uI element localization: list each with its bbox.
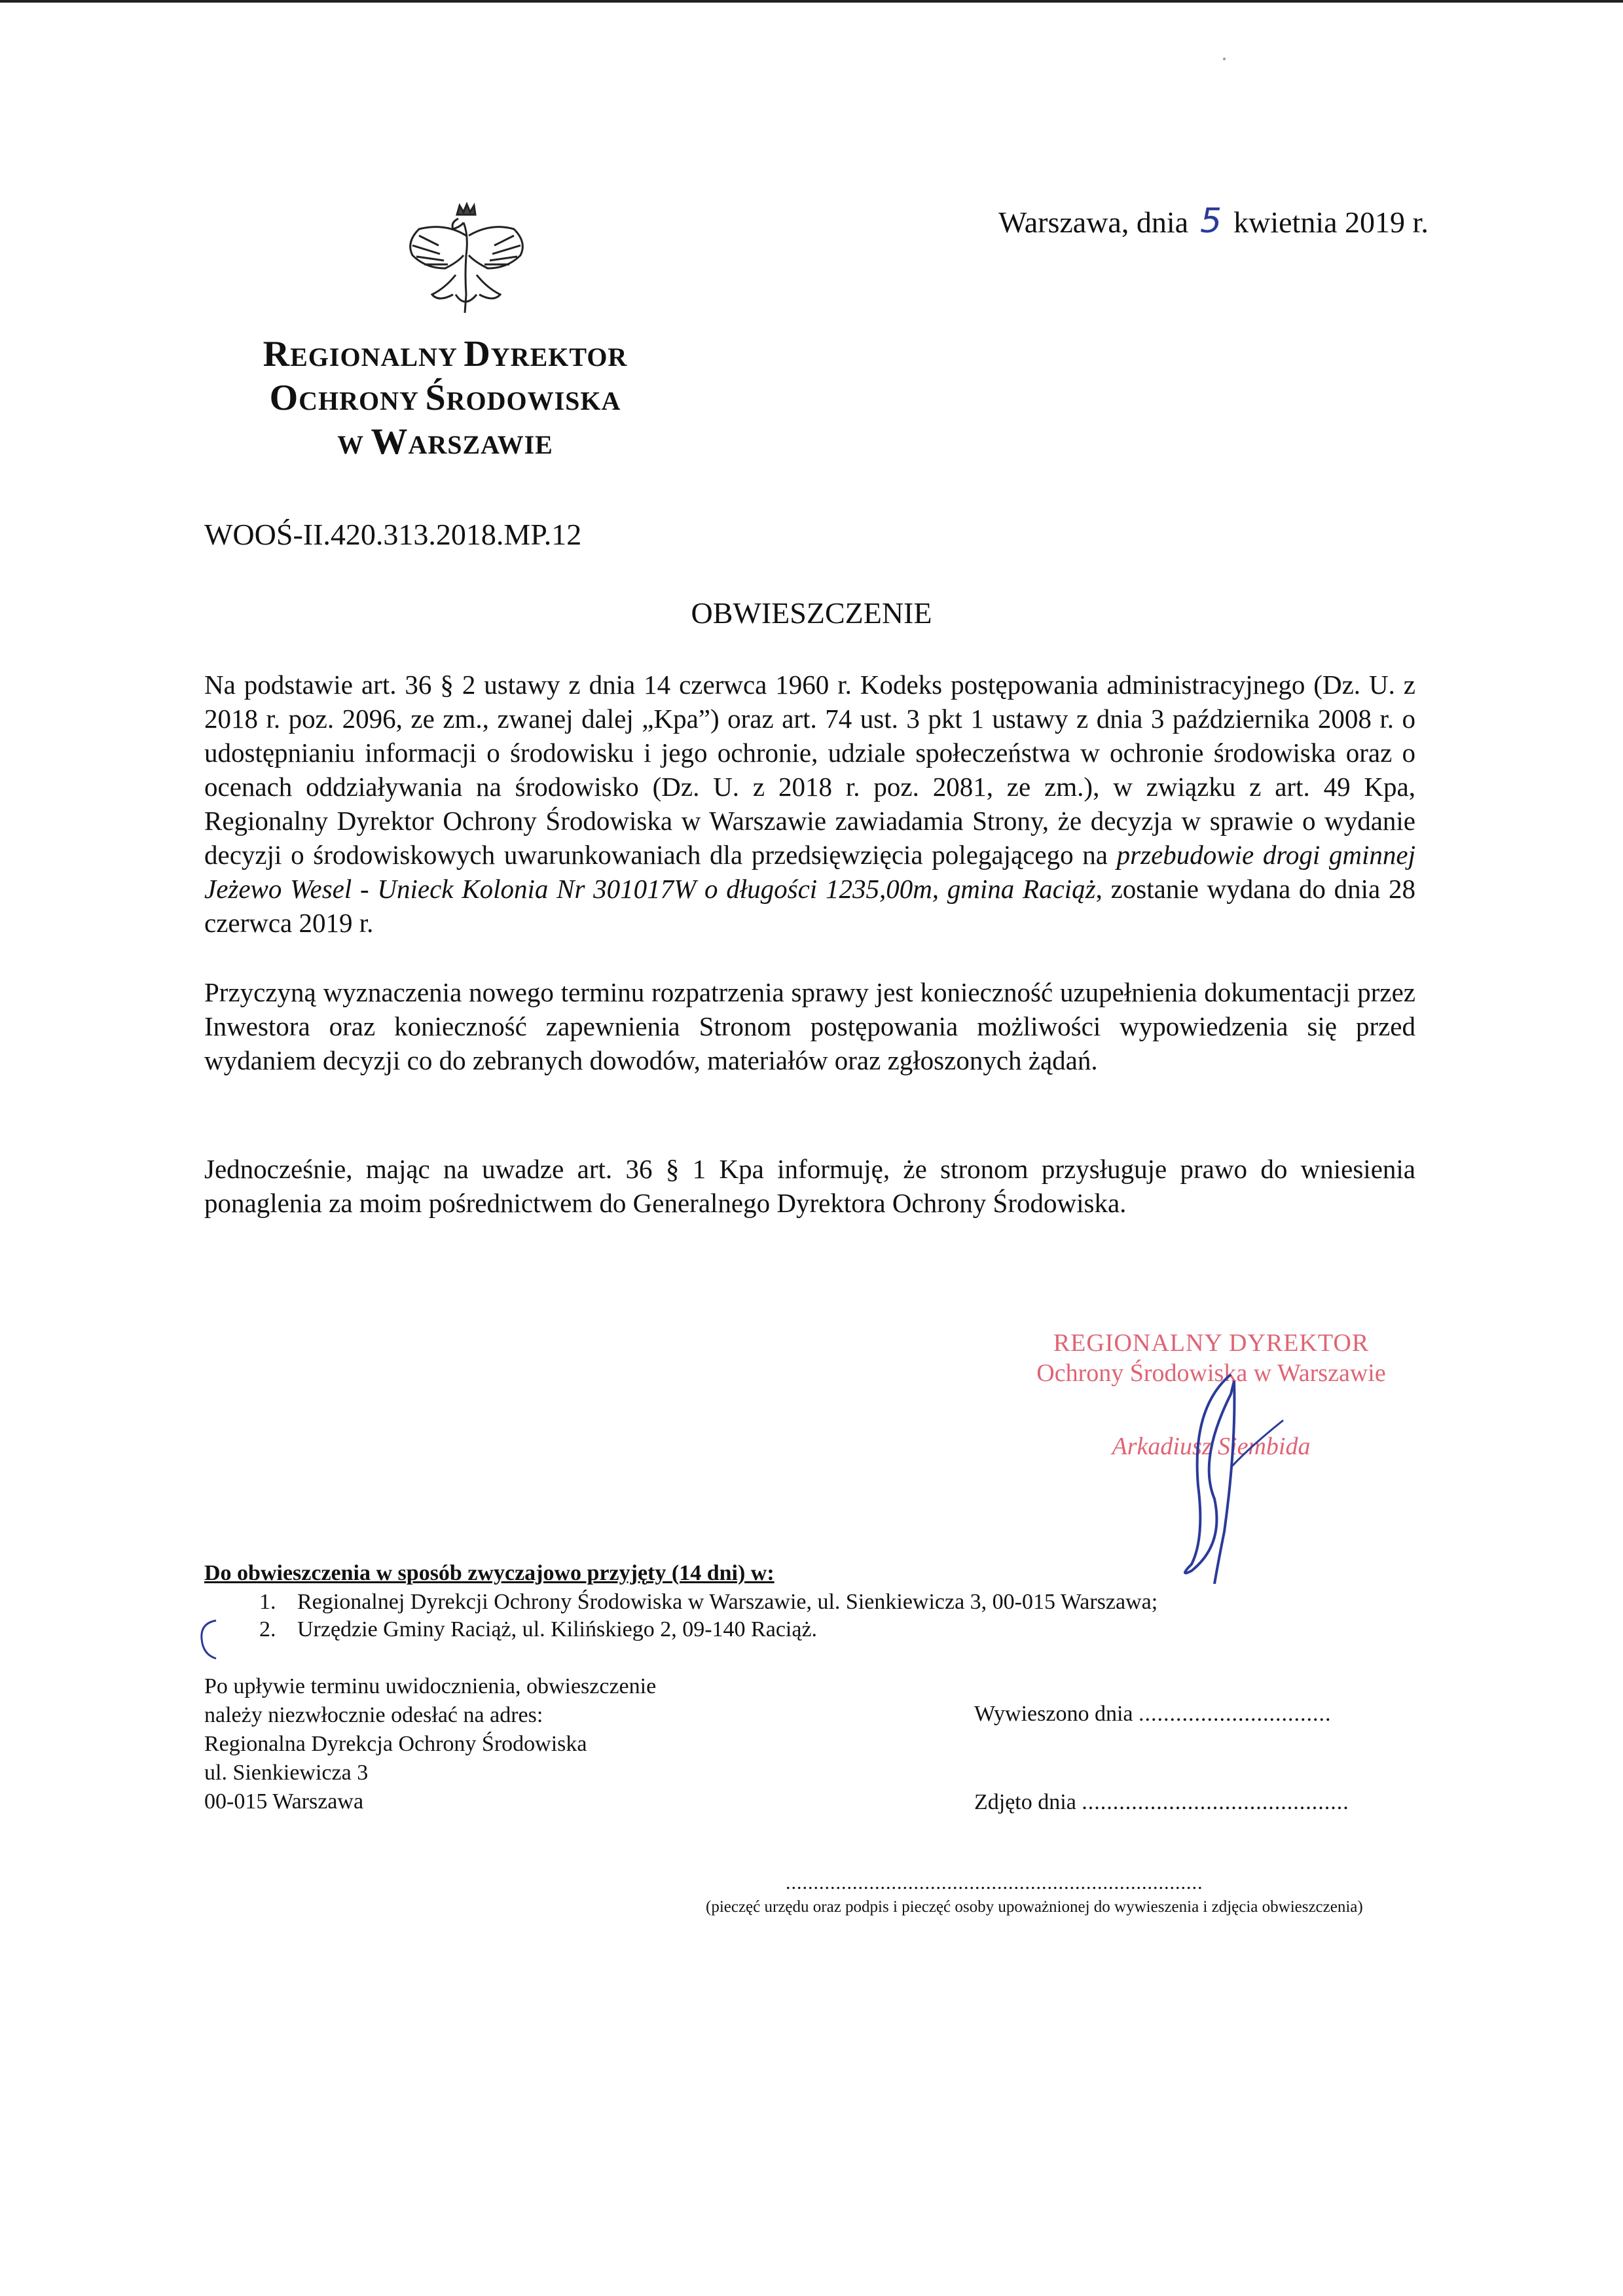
signature-caption: (pieczęć urzędu oraz podpis i pieczęć osoby upoważnionej do wywieszenia i zdjęcia obwieszczenia)	[706, 1898, 1363, 1916]
distribution-list	[204, 1561, 1158, 1643]
handwritten-circle-mark-icon	[196, 1617, 225, 1662]
date-prefix: Warszawa, dnia	[998, 206, 1189, 239]
paragraph-legal-basis: Na podstawie art. 36 § 2 ustawy z dnia 14 czerwca 1960 r. Kodeks postępowania administracyjnego (Dz. U. z 2018 r. poz. 2096, ze zm., zwanej dalej „Kpa”) oraz art. 74 ust. 3 pkt 1 ustawy z dnia 3 października 2008 r. o udostępnianiu informacji o środowisku i jego ochronie, udziale społeczeństwa w ochronie środowiska oraz o ocenach oddziaływania na środowisko (Dz. U. z 2018 r. poz. 2081, ze zm.), w związku z art. 49 Kpa, Regionalny Dyrektor Ochrony Środowiska w Warszawie zawiadamia Strony, że decyzja w sprawie o wydanie decyzji o środowiskowych uwarunkowaniach dla przedsięwzięcia polegającego na przebudowie drogi gminnej Jeżewo Wesel - Unieck Kolonia Nr 301017W o długości 1235,00m, gmina Raciąż, zostanie wydana do dnia 28 czerwca 2019 r.	[204, 670, 1415, 938]
handwritten-signature-icon	[1152, 1368, 1322, 1584]
stamp-name: Arkadiusz Siembida	[1112, 1433, 1311, 1460]
office-line-2: OCHRONY ŚRODOWISKA	[269, 378, 621, 418]
distribution-heading: Do obwieszczenia w sposób zwyczajowo przyjęty (14 dni) w:	[204, 1561, 775, 1585]
removed-date-label: Zdjęto dnia	[974, 1790, 1076, 1814]
paragraph-reason: Przyczyną wyznaczenia nowego terminu rozpatrzenia sprawy jest konieczność uzupełnienia dokumentacji przez Inwestora oraz konieczność zapewnienia Stronom postępowania możliwości wypowiedzenia się przed wydaniem decyzji co do zebranych dowodów, materiałów oraz zgłoszonych żądań.	[204, 977, 1415, 1075]
document-date	[998, 202, 1429, 241]
posted-date-blank[interactable]: ...............................	[1139, 1702, 1332, 1726]
scan-top-edge	[0, 0, 1623, 3]
date-suffix: kwietnia 2019 r.	[1233, 206, 1429, 239]
posted-date-label: Wywieszono dnia	[974, 1702, 1133, 1726]
distribution-item: 2. Urzędzie Gminy Raciąż, ul. Kilińskiego 2, 09-140 Raciąż.	[282, 1616, 1158, 1643]
case-reference-number: WOOŚ-II.420.313.2018.MP.12	[204, 518, 582, 551]
handwritten-day: 5	[1200, 202, 1222, 241]
distribution-item: 1. Regionalnej Dyrekcji Ochrony Środowiska w Warszawie, ul. Sienkiewicza 3, 00-015 Warszawa;	[282, 1588, 1158, 1616]
project-description: przebudowie drogi gminnej Jeżewo Wesel - Unieck Kolonia Nr 301017W o długości 1235,00m, gmina Raciąż	[204, 840, 1415, 904]
return-address: Po upływie terminu uwidocznienia, obwieszczenie należy niezwłocznie odesłać na adres: Regionalna Dyrekcja Ochrony Środowiska ul. Sienkiewicza 3 00-015 Warszawa	[204, 1674, 657, 1814]
office-line-1: REGIONALNY DYREKTOR	[263, 334, 628, 374]
scan-speck	[1223, 58, 1226, 60]
stamp-line-1: REGIONALNY DYREKTOR	[1053, 1329, 1370, 1357]
paragraph-appeal-right: Jednocześnie, mając na uwadze art. 36 § 1 Kpa informuję, że stronom przysługuje prawo do wniesienia ponaglenia za moim pośrednictwem do Generalnego Dyrektora Ochrony Środowiska.	[204, 1154, 1415, 1218]
removed-date-field[interactable]	[974, 1790, 1349, 1815]
removed-date-blank[interactable]: ...........................................	[1082, 1790, 1349, 1814]
document-title: OBWIESZCZENIE	[691, 596, 932, 630]
office-line-3: W WARSZAWIE	[337, 422, 553, 462]
posted-date-field[interactable]	[974, 1702, 1332, 1727]
stamp-line-2: Ochrony Środowiska w Warszawie	[1036, 1359, 1386, 1387]
polish-eagle-emblem-icon	[393, 196, 537, 321]
issuing-office	[170, 334, 720, 465]
official-signature-line[interactable]: ...........................................................................	[786, 1872, 1203, 1893]
